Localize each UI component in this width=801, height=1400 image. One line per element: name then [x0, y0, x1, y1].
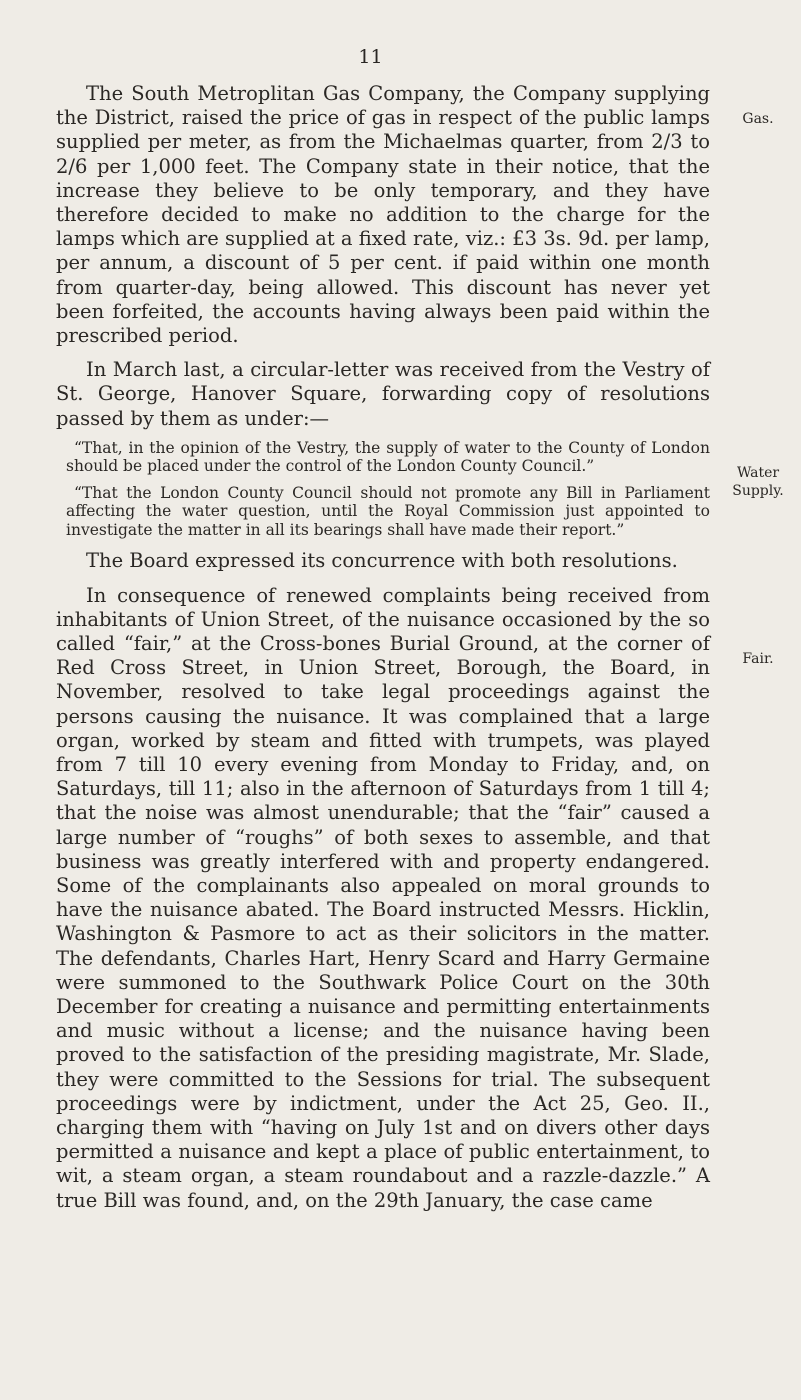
paragraph-fair: In consequence of renewed complaints being received from inhabitants of Union Street, of the nuisance occasioned by the so called “fair,” at the Cross-bones Burial Ground, at the corner of Red Cross Street, in Union Street, Borough, the Board, in November, resolved to take legal proceedings against the persons causing the nuisance. It was complained that a large organ, worked by steam and fitted with trumpets, was played from 7 till 10 every evening from Monday to Friday, and, on Saturdays, till 11; also in the afternoon of Saturdays from 1 till 4; that the noise was almost unendurable; that the “fair” caused a large number of “roughs” of both sexes to assemble, and that business was greatly interfered with and property endangered. Some of the complainants also appealed on moral grounds to have the nuisance abated. The Board instructed Messrs. Hicklin, Washington & Pasmore to act as their solicitors in the matter. The defendants, Charles Hart, Henry Scard and Harry Germaine were summoned to the Southwark Police Court on the 30th December for creating a nuisance and permitting entertainments and music without a license; and the nuisance having been proved to the satisfaction of the presiding magistrate, Mr. Slade, they were committed to the Sessions for trial. The subsequent proceedings were by indictment, under the Act 25, Geo. II., charging them with “having on July 1st and on divers other days permitted a nuisance and kept a place of public entertainment, to wit, a steam organ, a steam roundabout and a razzle-dazzle.” A true Bill was found, and, on the 29th January, the case came — [56, 583, 710, 1212]
quoted-resolution-1: “That, in the opinion of the Vestry, the supply of water to the County of London should be placed under the control of the London County Council.” — [66, 438, 710, 476]
paragraph-gas: The South Metroplitan Gas Company, the Company supplying the District, raised the price of gas in respect of the public lamps supplied per meter, as from the Michaelmas quarter, from 2/3 to 2/6 per 1,000 feet. The Company state in their notice, that the increase they believe to be only temporary, and they have therefore decided to make no addition to the charge for the lamps which are supplied at a fixed rate, viz.: £3 3s. 9d. per lamp, per annum, a discount of 5 per cent. if paid within one month from quarter-day, being allowed. This discount has never yet been forfeited, the accounts having always been paid within the prescribed period. — [56, 82, 710, 348]
paragraph-board-concurrence: The Board expressed its concurrence with both resolutions. — [86, 549, 678, 573]
paragraph-water-intro: In March last, a circular-letter was received from the Vestry of St. George, Hanover Square, forwarding copy of resolutions passed by them as under:— — [56, 358, 710, 430]
page-body — [56, 82, 710, 1213]
page-number: 11 — [358, 46, 383, 68]
margin-note-gas: Gas. — [742, 111, 774, 127]
margin-note-water-supply: Water Supply. — [732, 465, 784, 499]
margin-note-fair: Fair. — [742, 651, 774, 667]
quoted-resolution-2: “That the London County Council should not promote any Bill in Parliament affecting the water question, until the Royal Commission just appointed to investigate the matter in all its bearings shall have made their report.” — [66, 483, 710, 539]
